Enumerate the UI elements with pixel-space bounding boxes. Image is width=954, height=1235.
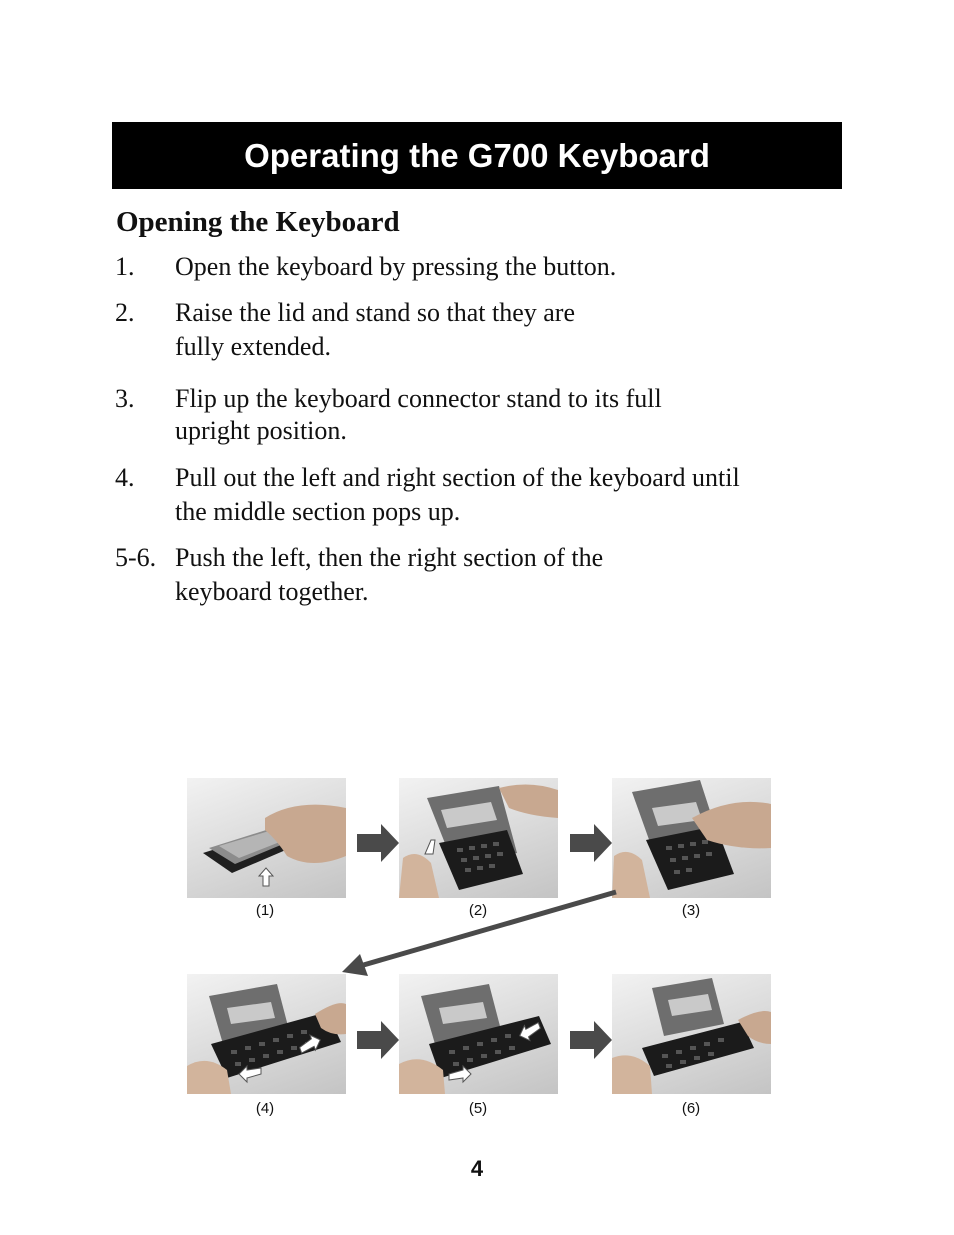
- figure-caption-3: (3): [681, 902, 701, 919]
- figure-photo-1: [187, 778, 346, 898]
- figure-caption-4: (4): [255, 1100, 275, 1117]
- figure-photo-6: [612, 974, 771, 1094]
- right-arrow-icon: [570, 1019, 612, 1061]
- step-1: [115, 250, 845, 284]
- diagonal-arrow-icon: [338, 886, 622, 978]
- section-heading: Opening the Keyboard: [116, 206, 400, 238]
- figure-photo-5: [399, 974, 558, 1094]
- step-text-line: Flip up the keyboard connector stand to its full: [175, 384, 662, 413]
- right-arrow-icon: [357, 1019, 399, 1061]
- figure-caption-2: (2): [468, 902, 488, 919]
- step-3: [115, 383, 845, 447]
- page-title-bar: [112, 122, 842, 189]
- figure-caption-1: (1): [255, 902, 275, 919]
- step-text-line: fully extended.: [175, 332, 331, 361]
- step-text-line: Push the left, then the right section of the: [175, 543, 604, 572]
- step-text-line: Open the keyboard by pressing the button.: [175, 252, 617, 281]
- step-4: [115, 461, 845, 529]
- figure-photo-3: [612, 778, 771, 898]
- step-text-line: Pull out the left and right section of the keyboard until: [175, 463, 740, 492]
- right-arrow-icon: [357, 822, 399, 864]
- figure-photo-4: [187, 974, 346, 1094]
- step-number: 2.: [115, 298, 135, 327]
- step-number: 1.: [115, 252, 135, 281]
- step-number: 4.: [115, 463, 135, 492]
- figure-caption-6: (6): [681, 1100, 701, 1117]
- step-number: 3.: [115, 384, 135, 413]
- step-number: 5-6.: [115, 543, 157, 572]
- step-text-line: keyboard together.: [175, 577, 369, 606]
- step-text-line: the middle section pops up.: [175, 497, 461, 526]
- right-arrow-icon: [570, 822, 612, 864]
- figure-photo-2: [399, 778, 558, 898]
- page-title: Operating the G700 Keyboard: [244, 136, 710, 174]
- page-number: 4: [470, 1156, 484, 1181]
- step-2: [115, 296, 845, 364]
- step-text-line: Raise the lid and stand so that they are: [175, 298, 576, 327]
- step-text-line: upright position.: [175, 416, 347, 445]
- step-5-6: [115, 541, 845, 609]
- figure-caption-5: (5): [468, 1100, 488, 1117]
